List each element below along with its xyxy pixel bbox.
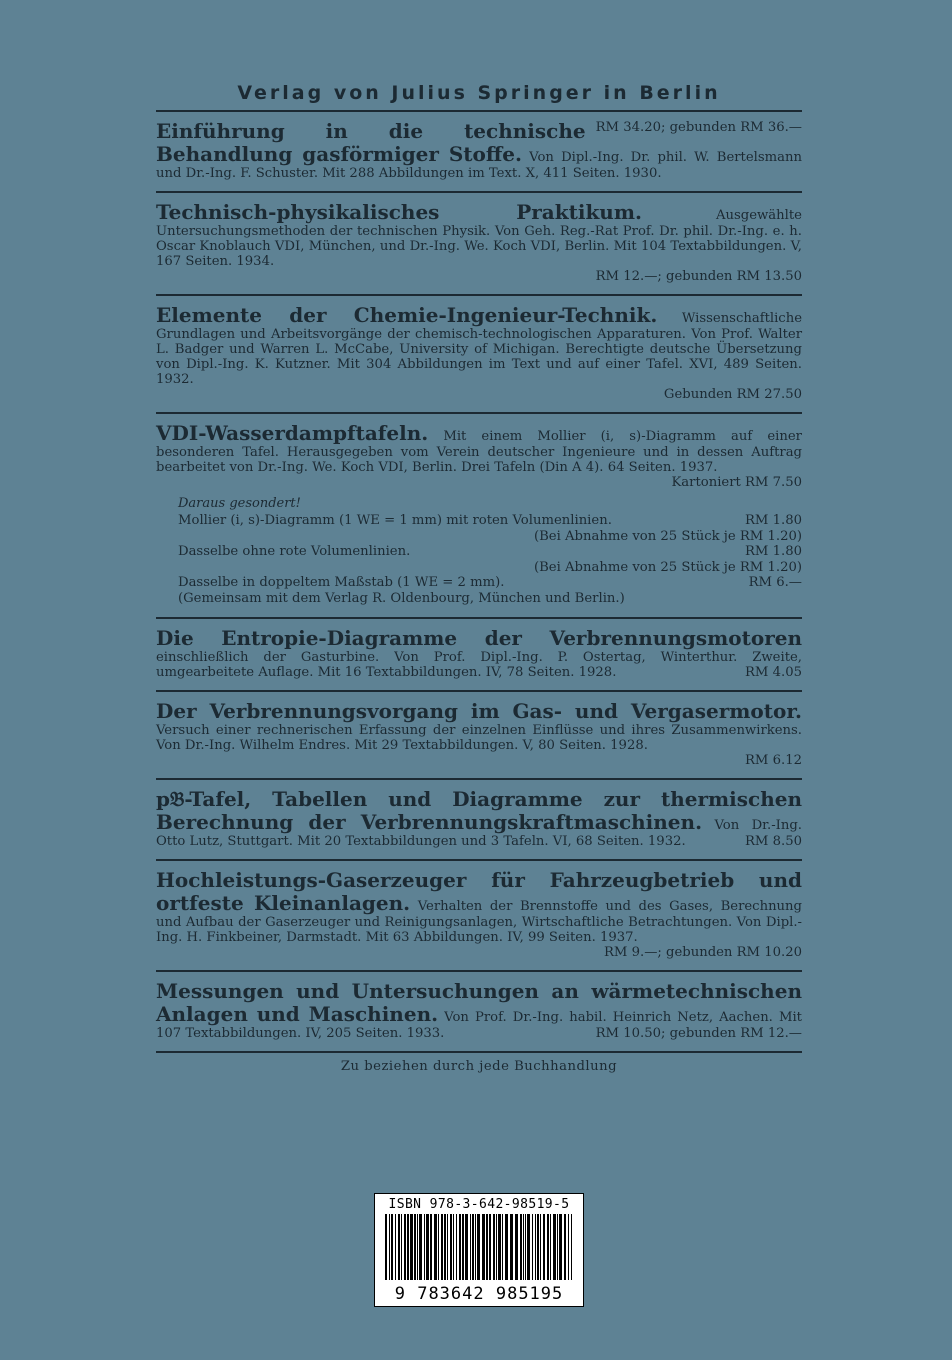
barcode-bar — [475, 1214, 476, 1280]
barcode-bar — [447, 1214, 448, 1280]
entry-title: Die Entropie-Diagramme der Verbrennungsmotoren — [156, 626, 802, 650]
entry-text: Mit einem Mollier (i, s)-Diagramm auf einer besonderen Tafel. Herausgegeben vom Verein deutscher Ingenieure und in dessen Auftrag bearbeitet von Dr.-Ing. We. Koch VDI, Berlin. Drei Tafeln (Din A 4). 64 Seiten. 1937. — [156, 429, 802, 475]
barcode-bar — [459, 1214, 461, 1280]
publisher-header: Verlag von Julius Springer in Berlin — [237, 82, 721, 104]
entry-price: RM 12.—; gebunden RM 13.50 — [595, 269, 802, 284]
sub-item-note: (Bei Abnahme von 25 Stück je RM 1.20) — [533, 560, 802, 575]
barcode-bar — [553, 1214, 556, 1280]
barcode-bar — [407, 1214, 409, 1280]
barcode-bar — [520, 1214, 522, 1280]
sub-item-price: RM 6.— — [748, 575, 802, 590]
barcode-bar — [404, 1214, 406, 1280]
isbn-label: ISBN 978-3-642-98519-5 — [388, 1197, 570, 1212]
catalog-entry — [156, 193, 802, 296]
barcode-bar — [515, 1214, 518, 1280]
catalog-entry — [156, 861, 802, 972]
entry-text: einschließlich der Gasturbine. Von Prof. Dipl.-Ing. P. Ostertag, Winterthur. Zweite, umgearbeitete Auflage. Mit 16 Textabbildungen. IV, 78 Seiten. 1928. — [156, 650, 802, 680]
barcode-bar — [493, 1214, 495, 1280]
barcode-bar — [496, 1214, 497, 1280]
sub-item-text: Dasselbe ohne rote Volumenlinien. — [178, 544, 411, 559]
barcode-bar — [410, 1214, 413, 1280]
entry-title: Der Verbrennungsvorgang im Gas- und Vergasermotor. — [156, 699, 802, 723]
entry-price: RM 10.50; gebunden RM 12.— — [595, 1026, 802, 1041]
sub-item — [178, 575, 802, 591]
barcode-bar — [424, 1214, 425, 1280]
barcode-bar — [540, 1214, 541, 1280]
entry-text: Von Dr.-Ing. Otto Lutz, Stuttgart. Mit 20 Textabbildungen und 3 Tafeln. VI, 68 Seiten. 1932. — [156, 818, 802, 849]
barcode-bar — [505, 1214, 508, 1280]
entry-title: p𝔅-Tafel, Tabellen und Diagramme zur thermischen Berechnung der Verbrennungskraftmaschinen. — [156, 787, 802, 834]
barcode-bar — [535, 1214, 536, 1280]
barcode-bar — [430, 1214, 432, 1280]
barcode-bar — [450, 1214, 452, 1280]
catalog-entry — [156, 619, 802, 692]
catalog-entry — [156, 296, 802, 414]
sub-item-note: (Bei Abnahme von 25 Stück je RM 1.20) — [533, 529, 802, 544]
entry-price: RM 8.50 — [745, 834, 802, 849]
entry-title: Hochleistungs-Gaserzeuger für Fahrzeugbetrieb und ortfeste Kleinanlagen. — [156, 868, 802, 915]
barcode-bar — [465, 1214, 468, 1280]
catalog-entry — [156, 414, 802, 619]
barcode-bar — [482, 1214, 485, 1280]
entry-text: Von Prof. Dr.-Ing. habil. Heinrich Netz, Aachen. Mit 107 Textabbildungen. IV, 205 Seiten. 1933. — [156, 1010, 802, 1041]
barcode-bars — [385, 1214, 573, 1280]
barcode-bar — [434, 1214, 437, 1280]
barcode-bar — [510, 1214, 513, 1280]
barcode-bar — [385, 1214, 387, 1280]
barcode-bar — [525, 1214, 526, 1280]
catalog-entry — [156, 780, 802, 861]
barcode-bar — [453, 1214, 454, 1280]
sub-item — [178, 544, 802, 560]
barcode-bar — [571, 1214, 572, 1280]
barcode-bar — [470, 1214, 471, 1280]
entry-price: RM 6.12 — [745, 753, 802, 768]
barcode-bar — [419, 1214, 422, 1280]
barcode-bar — [527, 1214, 530, 1280]
entry-price: Gebunden RM 27.50 — [663, 387, 802, 402]
barcode-bar — [547, 1214, 549, 1280]
barcode-bar — [498, 1214, 501, 1280]
entry-text: Ausgewählte Untersuchungsmethoden der technischen Physik. Von Geh. Reg.-Rat Prof. Dr. phil. Dr.-Ing. e. h. Oscar Knoblauch VDI, München, und Dr.-Ing. We. Koch VDI, Berlin. Mit 104 Textabbildungen. V, 167 Seiten. 1934. — [156, 208, 802, 269]
barcode-bar — [568, 1214, 569, 1280]
barcode-bar — [444, 1214, 446, 1280]
catalog-page — [156, 82, 802, 1074]
barcode-bar — [398, 1214, 400, 1280]
sub-footer: (Gemeinsam mit dem Verlag R. Oldenbourg, München und Berlin.) — [178, 591, 625, 606]
barcode-bar — [477, 1214, 480, 1280]
barcode-bar — [557, 1214, 558, 1280]
catalog-entry — [156, 692, 802, 780]
barcode-bar — [414, 1214, 416, 1280]
barcode-bar — [417, 1214, 418, 1280]
barcode-bar — [537, 1214, 539, 1280]
entry-text: Versuch einer rechnerischen Erfassung der einzelnen Einflüsse und ihres Zusammenwirkens. Von Dr.-Ing. Wilhelm Endres. Mit 29 Textabbildungen. V, 80 Seiten. 1928. — [156, 723, 802, 753]
barcode-bar — [391, 1214, 393, 1280]
footer-note: Zu beziehen durch jede Buchhandlung — [340, 1059, 618, 1074]
barcode-bar — [502, 1214, 503, 1280]
barcode-bar — [559, 1214, 562, 1280]
entry-text: Verhalten der Brennstoffe und des Gases, Berechnung und Aufbau der Gaserzeuger und Reinigungsanlagen, Wirtschaftliche Betrachtungen. Von Dipl.-Ing. H. Finkbeiner, Darmstadt. Mit 63 Abbildungen. IV, 99 Seiten. 1937. — [156, 899, 802, 945]
sub-item-text: Mollier (i, s)-Diagramm (1 WE = 1 mm) mit roten Volumenlinien. — [178, 513, 612, 528]
ean-number: 9 783642 985195 — [394, 1284, 564, 1304]
entry-text: Von Dipl.-Ing. Dr. phil. W. Bertelsmann und Dr.-Ing. F. Schuster. Mit 288 Abbildungen im Text. X, 411 Seiten. 1930. — [156, 150, 802, 181]
sub-item — [178, 513, 802, 529]
barcode-bar — [438, 1214, 439, 1280]
entry-title: Elemente der Chemie-Ingenieur-Technik. — [156, 303, 658, 327]
barcode-bar — [401, 1214, 402, 1280]
entry-price: Kartoniert RM 7.50 — [671, 475, 802, 490]
sub-item-price: RM 1.80 — [745, 544, 802, 559]
sub-item-price: RM 1.80 — [745, 513, 802, 528]
catalog-entry — [156, 972, 802, 1053]
barcode-bar — [532, 1214, 533, 1280]
barcode-bar — [486, 1214, 488, 1280]
barcode-bar — [523, 1214, 524, 1280]
entry-title: Messungen und Untersuchungen an wärmetechnischen Anlagen und Maschinen. — [156, 979, 802, 1026]
barcode-bar — [543, 1214, 545, 1280]
barcode-bar — [564, 1214, 566, 1280]
barcode-bar — [550, 1214, 551, 1280]
catalog-entry — [156, 112, 802, 193]
barcode-bar — [489, 1214, 491, 1280]
barcode-bar — [426, 1214, 429, 1280]
barcode — [374, 1193, 584, 1307]
barcode-bar — [456, 1214, 457, 1280]
entry-text: Wissenschaftliche Grundlagen und Arbeitsvorgänge der chemisch-technologischen Apparaturen. Von Prof. Walter L. Badger und Warren L. McCabe, University of Michigan. Berechtigte deutsche Übersetzung von Dipl.-Ing. K. Kutzner. Mit 304 Abbildungen im Text und auf einer Tafel. XVI, 489 Seiten. 1932. — [156, 311, 802, 387]
entry-price: RM 34.20; gebunden RM 36.— — [595, 120, 802, 135]
sub-heading: Daraus gesondert! — [178, 496, 301, 511]
barcode-bar — [395, 1214, 396, 1280]
barcode-bar — [441, 1214, 443, 1280]
barcode-bar — [389, 1214, 390, 1280]
entry-price: RM 4.05 — [745, 665, 802, 680]
barcode-bar — [472, 1214, 474, 1280]
entry-price: RM 9.—; gebunden RM 10.20 — [603, 945, 802, 960]
entry-title: Einführung in die technische Behandlung gasförmiger Stoffe. — [156, 119, 586, 166]
entry-title: VDI-Wasserdampftafeln. — [156, 421, 429, 445]
sub-item-text: Dasselbe in doppeltem Maßstab (1 WE = 2 mm). — [178, 575, 505, 590]
barcode-bar — [462, 1214, 464, 1280]
entry-title: Technisch-physikalisches Praktikum. — [156, 200, 642, 224]
